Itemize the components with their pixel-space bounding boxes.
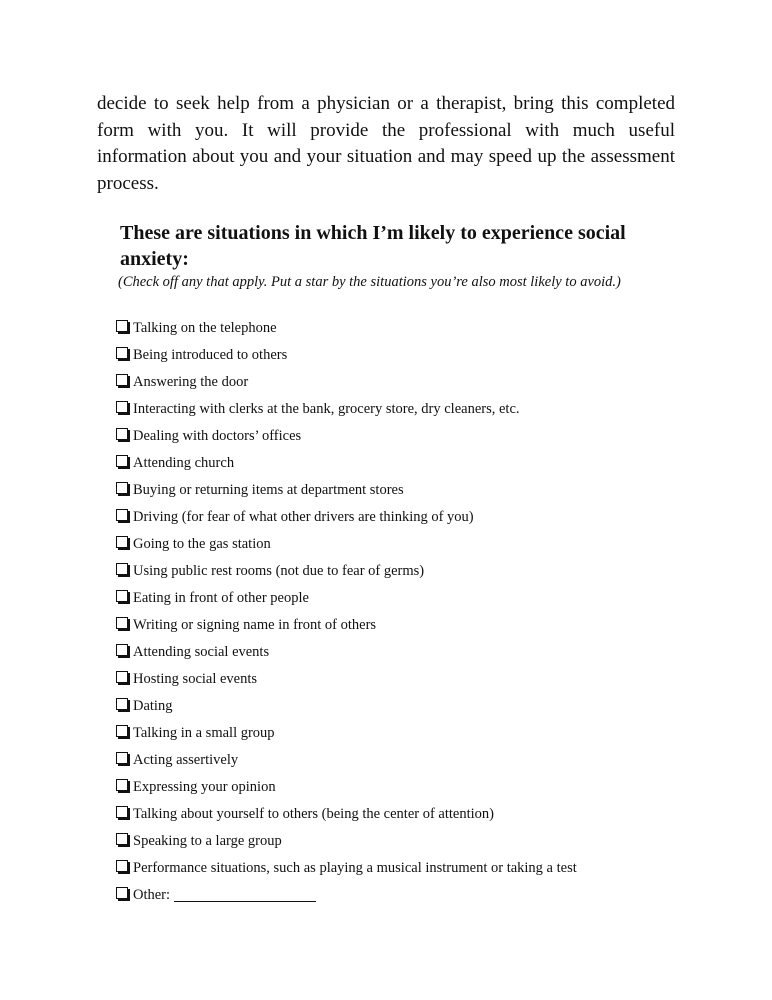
checklist-item	[116, 395, 577, 422]
checklist-item-label: Talking on the telephone	[133, 319, 277, 336]
checklist-item	[116, 800, 577, 827]
section-instruction: (Check off any that apply. Put a star by the situations you’re also most likely to avoid.)	[118, 274, 621, 290]
checklist-item	[116, 503, 577, 530]
checklist-item-label: Answering the door	[133, 373, 249, 390]
checklist-item	[116, 368, 577, 395]
checklist-item-label: Dating	[133, 697, 173, 714]
checkbox-icon[interactable]	[116, 887, 128, 899]
checkbox-icon[interactable]	[116, 563, 128, 575]
checkbox-icon[interactable]	[116, 752, 128, 764]
checkbox-icon[interactable]	[116, 617, 128, 629]
checkbox-icon[interactable]	[116, 590, 128, 602]
checkbox-icon[interactable]	[116, 509, 128, 521]
checklist-item	[116, 341, 577, 368]
checklist-item-label: Performance situations, such as playing a musical instrument or taking a test	[133, 859, 577, 876]
checkbox-icon[interactable]	[116, 671, 128, 683]
checklist-item-label: Attending social events	[133, 643, 270, 660]
checkbox-icon[interactable]	[116, 320, 128, 332]
checklist-item-label: Eating in front of other people	[133, 589, 309, 606]
checklist-item	[116, 611, 577, 638]
checklist-item-label: Talking in a small group	[133, 724, 275, 741]
checklist-item	[116, 530, 577, 557]
checklist-item-label: Expressing your opinion	[133, 778, 276, 795]
checkbox-icon[interactable]	[116, 833, 128, 845]
checklist-item	[116, 692, 577, 719]
checklist-item-label: Hosting social events	[133, 670, 258, 687]
checklist-item-label: Interacting with clerks at the bank, grocery store, dry cleaners, etc.	[133, 400, 520, 417]
checklist-item-label: Being introduced to others	[133, 346, 288, 363]
checkbox-icon[interactable]	[116, 725, 128, 737]
checkbox-icon[interactable]	[116, 347, 128, 359]
checklist-item-other	[116, 881, 577, 908]
checklist-item	[116, 422, 577, 449]
checkbox-icon[interactable]	[116, 374, 128, 386]
checkbox-icon[interactable]	[116, 482, 128, 494]
checkbox-icon[interactable]	[116, 779, 128, 791]
checkbox-icon[interactable]	[116, 401, 128, 413]
checklist-item-label: Writing or signing name in front of others	[133, 616, 377, 633]
checklist-item-label: Other:	[133, 886, 171, 903]
checklist-item-label: Using public rest rooms (not due to fear of germs)	[133, 562, 425, 579]
section-heading: These are situations in which I’m likely to experience social anxiety:	[120, 222, 626, 270]
checkbox-icon[interactable]	[116, 860, 128, 872]
checklist-item	[116, 827, 577, 854]
checklist-item-label: Buying or returning items at department stores	[133, 481, 404, 498]
checklist-item-label: Talking about yourself to others (being the center of attention)	[133, 805, 494, 822]
checklist-item	[116, 557, 577, 584]
checklist-item	[116, 476, 577, 503]
checklist-item-label: Speaking to a large group	[133, 832, 282, 849]
checklist-item-label: Attending church	[133, 454, 235, 471]
other-write-in-line[interactable]	[174, 887, 316, 902]
checkbox-icon[interactable]	[116, 698, 128, 710]
checkbox-icon[interactable]	[116, 536, 128, 548]
checklist-item-label: Dealing with doctors’ offices	[133, 427, 302, 444]
checkbox-icon[interactable]	[116, 428, 128, 440]
checklist-item	[116, 665, 577, 692]
checkbox-icon[interactable]	[116, 806, 128, 818]
checklist-item	[116, 719, 577, 746]
intro-paragraph: decide to seek help from a physician or a therapist, bring this completed form with you. It will provide the professional with much useful information about you and your situation and may speed up the assessment process.	[97, 93, 675, 194]
checkbox-icon[interactable]	[116, 644, 128, 656]
situations-checklist	[116, 314, 577, 908]
checklist-item	[116, 584, 577, 611]
checklist-item	[116, 854, 577, 881]
checkbox-icon[interactable]	[116, 455, 128, 467]
checklist-item-label: Acting assertively	[133, 751, 239, 768]
checklist-item	[116, 773, 577, 800]
checklist-item	[116, 314, 577, 341]
checklist-item	[116, 746, 577, 773]
checklist-item-label: Driving (for fear of what other drivers are thinking of you)	[133, 508, 474, 525]
checklist-item-label: Going to the gas station	[133, 535, 271, 552]
checklist-item	[116, 449, 577, 476]
checklist-item	[116, 638, 577, 665]
